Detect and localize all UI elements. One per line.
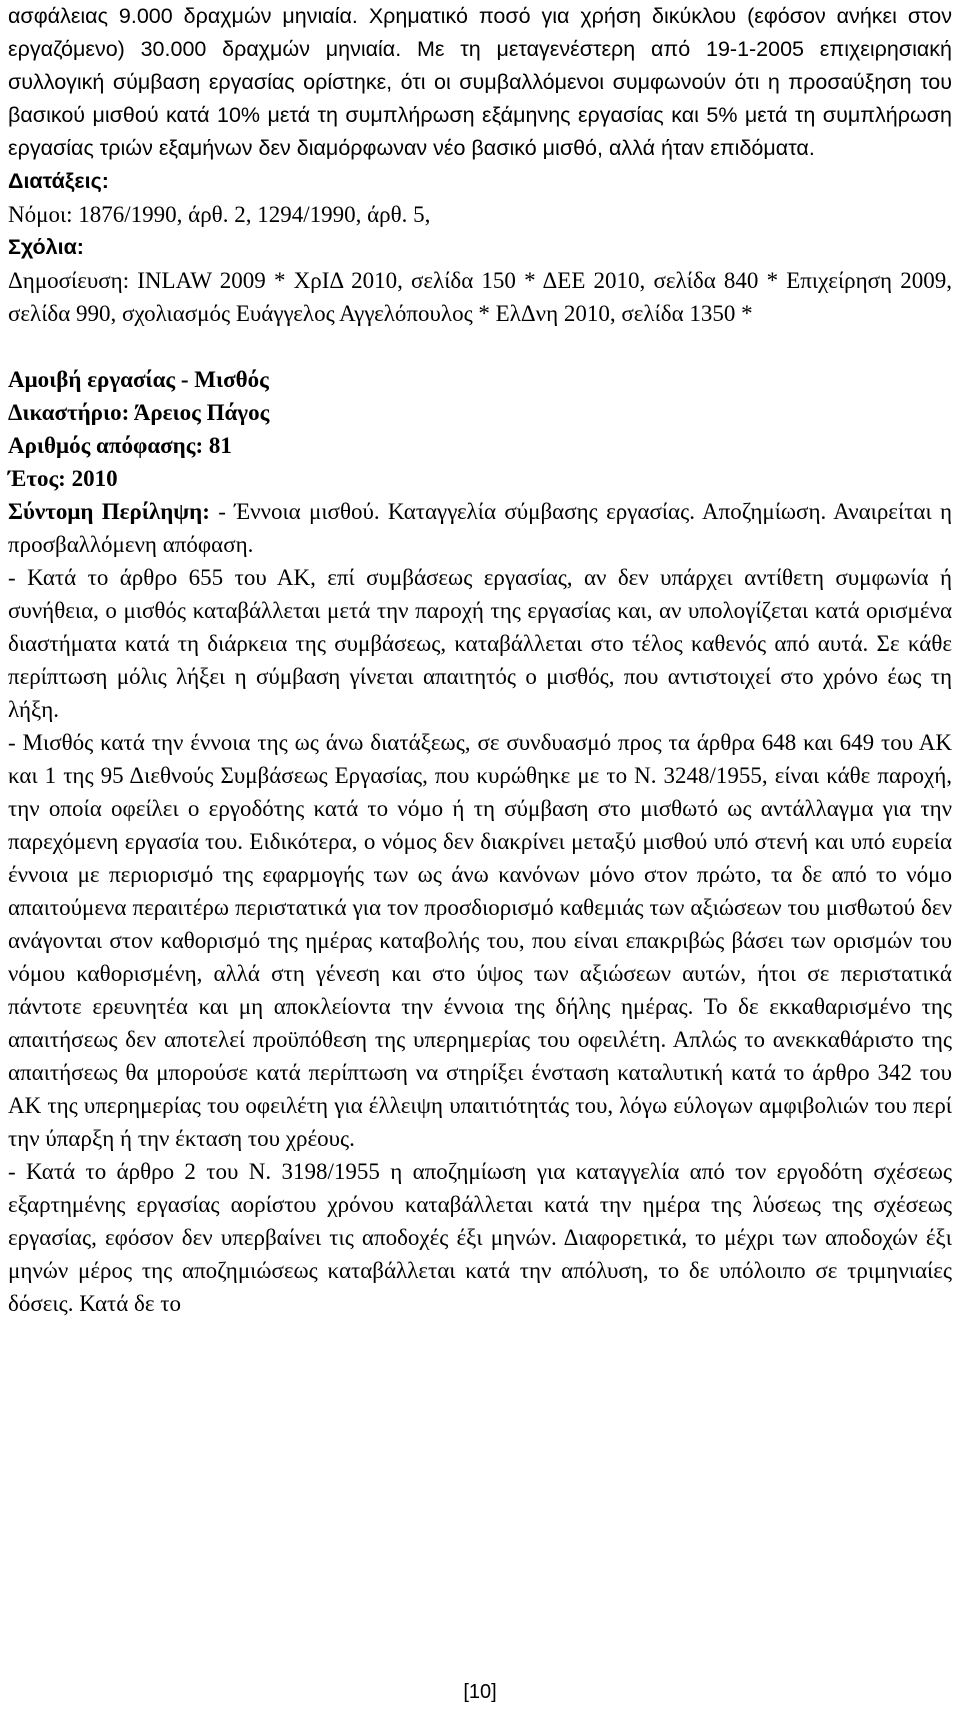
- paragraph-2: - Μισθός κατά την έννοια της ως άνω διατάξεως, σε συνδυασμό προς τα άρθρα 648 και 649 του ΑΚ και 1 της 95 Διεθνούς Συμβάσεως Εργασίας, που κυρώθηκε με το Ν. 3248/1955, είναι κάθε παροχή, την οποία οφείλει ο εργοδότης κατά το νόμο ή τη σύμβαση στο μισθωτό ως αντάλλαγμα για την παρεχόμενη εργασία του. Ειδικότερα, ο νόμος δεν διακρίνει μεταξύ μισθού υπό στενή και υπό ευρεία έννοια με περιορισμό της εφαρμογής των ως άνω κανόνων μόνο στον πρώτο, τα δε από το νόμο απαιτούμενα περαιτέρω περιστατικά για τον προσδιορισμό καθεμιάς των αξιώσεων του μισθωτού δεν ανάγονται στον καθορισμό της ημέρας καταβολής του, που είναι επακριβώς βάσει των ορισμών του νόμου καθορισμένη, αλλά στη γένεση και στο ύψος των αξιώσεων αυτών, ήτοι σε περιστατικά πάντοτε ερευνητέα και μη αποκλείοντα την έννοια της δήλης ημέρας. Το δε εκκαθαρισμένο της απαιτήσεως δεν αποτελεί προϋπόθεση της υπερημερίας του οφειλέτη. Απλώς το ανεκκαθάριστο της απαιτήσεως θα μπορούσε κατά περίπτωση να στηρίξει ένσταση καταλυτική κατά το άρθρο 342 του ΑΚ της υπερημερίας του οφειλέτη για έλλειψη υπαιτιότητάς του, λόγω εύλογων αμφιβολιών του περί την ύπαρξη ή την έκταση του χρέους.: [8, 730, 952, 1151]
- paragraph-1: - Κατά το άρθρο 655 του ΑΚ, επί συμβάσεως εργασίας, αν δεν υπάρχει αντίθετη συμφωνία ή συνήθεια, ο μισθός καταβάλλεται μετά την παροχή της εργασίας και, αν υπολογίζεται κατά ορισμένα διαστήματα κατά τη διάρκεια της συμβάσεως, καταβάλλεται στο τέλος καθενός από αυτά. Σε κάθε περίπτωση μόλις λήξει η σύμβαση γίνεται απαιτητός ο μισθός, που αντιστοιχεί στο χρόνο έως τη λήξη.: [8, 565, 952, 722]
- provisions-label: Διατάξεις:: [8, 169, 109, 193]
- document-body: [8, 0, 952, 1320]
- year-line: Έτος: 2010: [8, 466, 118, 491]
- section-gap: [8, 330, 952, 363]
- previous-case-continuation: ασφάλειας 9.000 δραχμών μηνιαία. Χρηματικό ποσό για χρήση δικύκλου (εφόσον ανήκει στον εργαζόμενο) 30.000 δραχμών μηνιαία. Με τη μεταγενέστερη από 19-1-2005 επιχειρησιακή συλλογική σύμβαση εργασίας ορίστηκε, ότι οι συμβαλλόμενοι συμφωνούν ότι η προσαύξηση του βασικού μισθού κατά 10% μετά τη συμπλήρωση εξάμηνης εργασίας και 5% μετά τη συμπλήρωση εργασίας τριών εξαμήνων δεν διαμόρφωναν νέο βασικό μισθό, αλλά ήταν επιδόματα.: [8, 4, 952, 160]
- summary-text: - Έννοια μισθού. Καταγγελία σύμβασης εργασίας. Αποζημίωση. Αναιρείται η προσβαλλόμενη απόφαση.: [8, 499, 952, 557]
- summary: [8, 495, 952, 561]
- paragraph-3: - Κατά το άρθρο 2 του Ν. 3198/1955 η αποζημίωση για καταγγελία από τον εργοδότη σχέσεως εξαρτημένης εργασίας αορίστου χρόνου καταβάλλεται κατά την ημέρα της λύσεως της σχέσεως εργασίας, εφόσον δεν υπερβαίνει τις αποδοχές έξι μηνών. Διαφορετικά, το μέχρι των αποδοχών έξι μηνών μέρος της αποζημιώσεως καταβάλλεται κατά την απόλυση, το δε υπόλοιπο σε τριμηνιαίες δόσεις. Κατά δε το: [8, 1159, 952, 1316]
- comments-label: Σχόλια:: [8, 235, 84, 259]
- comments-text: Δημοσίευση: INLAW 2009 * ΧρΙΔ 2010, σελίδα 150 * ΔΕΕ 2010, σελίδα 840 * Επιχείρηση 2009, σελίδα 990, σχολιασμός Ευάγγελος Αγγελόπουλος * ΕλΔνη 2010, σελίδα 1350 *: [8, 268, 952, 326]
- page-number: [10]: [463, 1681, 497, 1703]
- provisions-text: Νόμοι: 1876/1990, άρθ. 2, 1294/1990, άρθ. 5,: [8, 202, 431, 227]
- case-title: Αμοιβή εργασίας - Μισθός: [8, 367, 269, 392]
- decision-number-line: Αριθμός απόφασης: 81: [8, 433, 232, 458]
- summary-label: Σύντομη Περίληψη:: [8, 499, 210, 524]
- court-line: Δικαστήριο: Άρειος Πάγος: [8, 400, 270, 425]
